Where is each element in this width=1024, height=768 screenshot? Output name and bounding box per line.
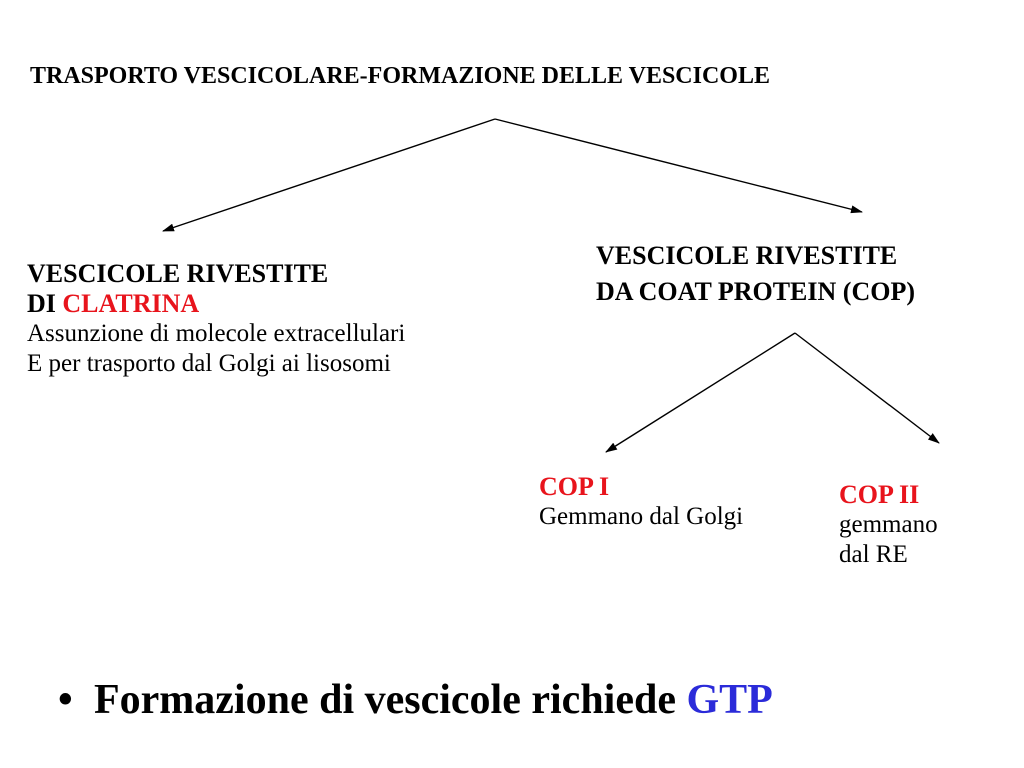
clatrina-node-line2 <box>27 289 405 319</box>
cop1-node <box>539 472 743 532</box>
clatrina-highlight: CLATRINA <box>62 289 200 318</box>
cop-node <box>596 238 915 310</box>
bullet-marker: • <box>58 677 73 723</box>
clatrina-node-prefix: DI <box>27 289 56 318</box>
cop2-label: COP II <box>839 480 920 509</box>
clatrina-desc-line2: E per trasporto dal Golgi ai lisosomi <box>27 350 391 377</box>
cop2-node <box>839 480 938 570</box>
cop1-desc: Gemmano dal Golgi <box>539 503 744 530</box>
bullet-highlight: GTP <box>686 677 773 723</box>
arrow-to-cop1 <box>606 333 795 452</box>
cop-node-line1: VESCICOLE RIVESTITE <box>596 241 898 270</box>
arrow-to-cop <box>495 119 862 212</box>
arrow-to-cop2 <box>795 333 939 443</box>
cop2-desc-line2: dal RE <box>839 541 908 568</box>
slide-title: TRASPORTO VESCICOLARE-FORMAZIONE DELLE VESCICOLE <box>30 63 770 89</box>
cop-node-line2: DA COAT PROTEIN (COP) <box>596 277 915 306</box>
clatrina-node-line1: VESCICOLE RIVESTITE <box>27 259 329 288</box>
arrow-to-clatrina <box>163 119 495 231</box>
bullet-text: Formazione di vescicole richiede <box>94 677 676 723</box>
cop2-desc-line1: gemmano <box>839 511 938 538</box>
cop1-label: COP I <box>539 472 610 501</box>
bullet-item <box>58 676 773 724</box>
clatrina-node <box>27 259 405 379</box>
clatrina-desc-line1: Assunzione di molecole extracellulari <box>27 320 406 347</box>
